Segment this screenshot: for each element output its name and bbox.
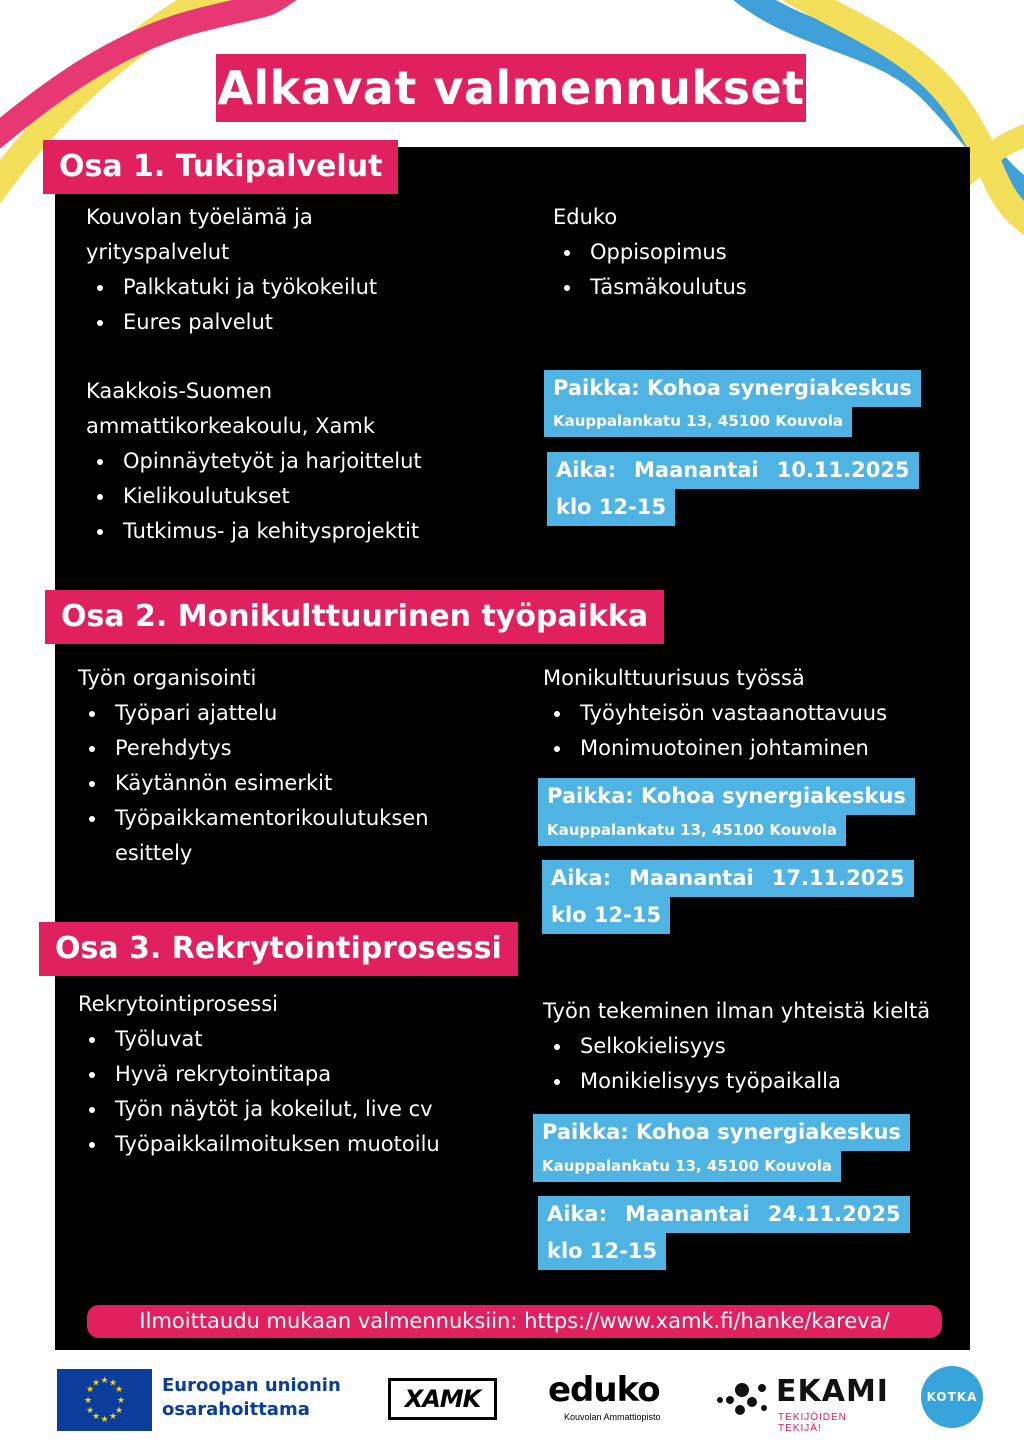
address-tag: Kauppalankatu 13, 45100 Kouvola: [533, 1150, 841, 1182]
svg-text:★: ★: [83, 1396, 93, 1406]
weekday: Maanantai: [634, 458, 759, 482]
group-heading: ammattikorkeakoulu, Xamk: [86, 414, 375, 438]
list-item: Työyhteisön vastaanottavuus: [543, 696, 963, 731]
svg-text:★: ★: [100, 1415, 109, 1425]
section-1-left-group-2: [86, 374, 526, 549]
section-3-label: Osa 3. Rekrytointiprosessi: [39, 922, 518, 976]
place-tag: Paikka: Kohoa synergiakeskus: [538, 778, 915, 815]
time-label: Aika:: [547, 1202, 607, 1226]
list-item: Työluvat: [78, 1022, 518, 1057]
hours-tag: klo 12-15: [547, 489, 675, 526]
time-tag: [547, 452, 919, 489]
group-heading: Työn organisointi: [78, 666, 257, 690]
list-item: Työpari ajattelu: [78, 696, 518, 731]
group-heading: Työn tekeminen ilman yhteistä kieltä: [543, 999, 931, 1023]
page-title: Alkavat valmennukset: [216, 54, 806, 122]
time-label: Aika:: [551, 866, 611, 890]
section-2-left-group: [78, 661, 518, 871]
hours-tag: klo 12-15: [542, 897, 670, 934]
svg-text:★: ★: [85, 1406, 95, 1416]
weekday: Maanantai: [629, 866, 754, 890]
group-heading: Monikulttuurisuus työssä: [543, 666, 805, 690]
time-tag: [538, 1196, 910, 1233]
list-item: Työpaikkamentorikoulutuksen esittely: [78, 801, 473, 871]
eu-text-line: Euroopan unionin: [162, 1375, 341, 1396]
svg-text:★: ★: [100, 1376, 109, 1386]
time-tag: [542, 860, 914, 897]
address-tag: Kauppalankatu 13, 45100 Kouvola: [538, 814, 846, 846]
date: 10.11.2025: [776, 458, 910, 482]
list-item: Täsmäkoulutus: [553, 270, 953, 305]
list-item: Tutkimus- ja kehitysprojektit: [86, 514, 526, 549]
date: 17.11.2025: [771, 866, 905, 890]
time-label: Aika:: [556, 458, 616, 482]
eduko-wordmark: eduko: [548, 1370, 660, 1410]
section-2-label: Osa 2. Monikulttuurinen työpaikka: [45, 590, 664, 644]
list-item: Selkokielisyys: [543, 1029, 963, 1064]
section-3-right-group: [543, 994, 963, 1099]
section-1-left-group-1: [86, 200, 526, 340]
footer-logos: [0, 1360, 1024, 1454]
svg-text:★: ★: [108, 1412, 118, 1422]
hours-tag: klo 12-15: [538, 1233, 666, 1270]
section-3-left-group: [78, 987, 518, 1162]
date: 24.11.2025: [767, 1202, 901, 1226]
svg-text:★: ★: [114, 1385, 124, 1395]
list-item: Työpaikkailmoituksen muotoilu: [78, 1127, 518, 1162]
group-heading: yrityspalvelut: [86, 240, 230, 264]
ekami-logo: [712, 1374, 889, 1434]
group-heading: Kouvolan työelämä ja: [86, 205, 313, 229]
eu-flag-icon: [57, 1369, 152, 1431]
svg-text:★: ★: [91, 1412, 101, 1422]
signup-link[interactable]: Ilmoittaudu mukaan valmennuksiin: https://www.xamk.fi/hanke/kareva/: [87, 1305, 942, 1338]
kotka-logo: KOTKA: [921, 1366, 983, 1428]
place-tag: Paikka: Kohoa synergiakeskus: [533, 1114, 910, 1151]
list-item: Monikielisyys työpaikalla: [543, 1064, 963, 1099]
section-1-label: Osa 1. Tukipalvelut: [43, 140, 398, 194]
xamk-logo: XAMK: [388, 1378, 497, 1420]
eu-funding-text: [162, 1374, 341, 1422]
list-item: Eures palvelut: [86, 305, 526, 340]
svg-text:★: ★: [108, 1378, 118, 1389]
list-item: Perehdytys: [78, 731, 518, 766]
ekami-wordmark: EKAMI: [776, 1374, 889, 1409]
list-item: Oppisopimus: [553, 235, 953, 270]
eu-text-line: osarahoittama: [162, 1399, 310, 1420]
svg-text:★: ★: [91, 1378, 101, 1389]
group-heading: Kaakkois-Suomen: [86, 379, 273, 403]
list-item: Hyvä rekrytointitapa: [78, 1057, 518, 1092]
eduko-subtitle: Kouvolan Ammattiopisto: [564, 1412, 661, 1422]
svg-text:★: ★: [85, 1385, 95, 1395]
ekami-molecule-icon: [712, 1378, 772, 1418]
eduko-logo: [548, 1370, 673, 1430]
place-tag: Paikka: Kohoa synergiakeskus: [544, 370, 921, 407]
group-heading: Rekrytointiprosessi: [78, 992, 279, 1016]
list-item: Työn näytöt ja kokeilut, live cv: [78, 1092, 518, 1127]
list-item: Käytännön esimerkit: [78, 766, 518, 801]
list-item: Palkkatuki ja työkokeilut: [86, 270, 526, 305]
section-1-right-group: [553, 200, 953, 305]
svg-text:★: ★: [114, 1406, 124, 1416]
list-item: Monimuotoinen johtaminen: [543, 731, 963, 766]
list-item: Kielikoulutukset: [86, 479, 526, 514]
svg-text:★: ★: [116, 1396, 126, 1406]
weekday: Maanantai: [625, 1202, 750, 1226]
ekami-slogan: TEKIJÖIDEN TEKIJÄ!: [778, 1412, 847, 1434]
section-2-right-group: [543, 661, 963, 766]
list-item: Opinnäytetyöt ja harjoittelut: [86, 444, 526, 479]
group-heading: Eduko: [553, 205, 618, 229]
address-tag: Kauppalankatu 13, 45100 Kouvola: [544, 405, 852, 437]
